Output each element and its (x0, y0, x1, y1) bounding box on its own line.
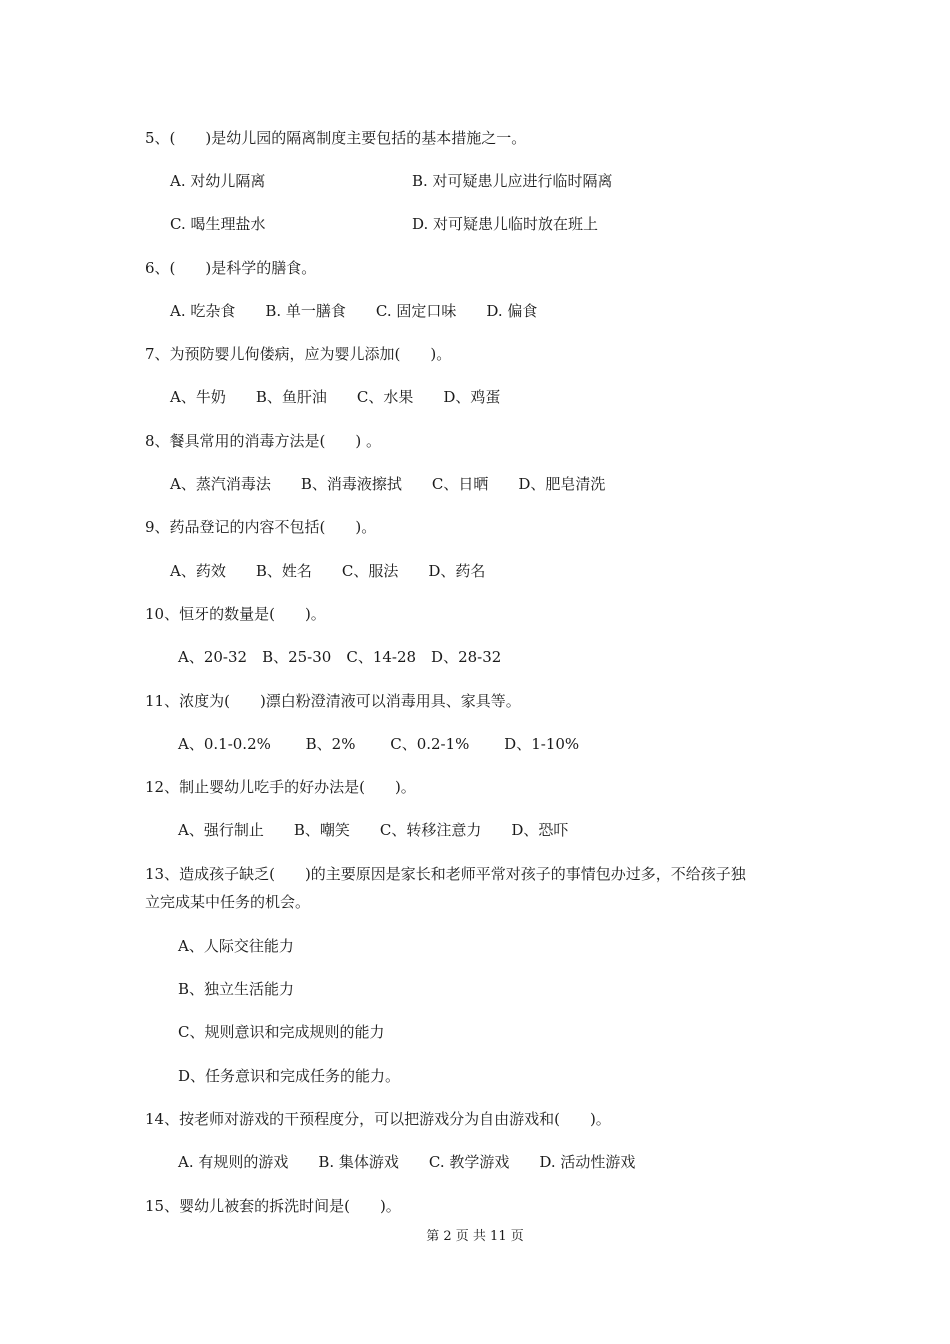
question-6-options: A. 吃杂食 B. 单一膳食 C. 固定口味 D. 偏食 (170, 302, 538, 320)
question-7-options: A、牛奶 B、鱼肝油 C、水果 D、鸡蛋 (170, 388, 501, 406)
question-10-stem: 10、恒牙的数量是( )。 (145, 605, 326, 623)
question-5-option-a: A. 对幼儿隔离 (170, 172, 266, 190)
question-7-stem: 7、为预防婴儿佝偻病，应为婴儿添加( )。 (145, 345, 452, 363)
question-5-option-d: D. 对可疑患儿临时放在班上 (412, 215, 599, 233)
question-10-options: A、20-32 B、25-30 C、14-28 D、28-32 (178, 648, 502, 666)
question-9-stem: 9、药品登记的内容不包括( )。 (145, 518, 377, 536)
question-13-option-a: A、人际交往能力 (178, 937, 294, 955)
question-11-options: A、0.1-0.2% B、2% C、0.2-1% D、1-10% (178, 735, 580, 753)
question-5-option-b: B. 对可疑患儿应进行临时隔离 (412, 172, 613, 190)
page-number-footer: 第 2 页 共 11 页 (426, 1229, 524, 1244)
question-12-options: A、强行制止 B、嘲笑 C、转移注意力 D、恐吓 (178, 821, 569, 839)
question-13-stem-line-2: 立完成某中任务的机会。 (145, 893, 311, 911)
question-13-stem-line-1: 13、造成孩子缺乏( )的主要原因是家长和老师平常对孩子的事情包办过多，不给孩子独 (145, 865, 746, 883)
question-6-stem: 6、( )是科学的膳食。 (145, 259, 317, 277)
question-15-stem: 15、婴幼儿被套的拆洗时间是( )。 (145, 1197, 401, 1215)
question-9-options: A、药效 B、姓名 C、服法 D、药名 (170, 562, 486, 580)
question-11-stem: 11、浓度为( )漂白粉澄清液可以消毒用具、家具等。 (145, 692, 521, 710)
question-13-option-c: C、规则意识和完成规则的能力 (178, 1023, 385, 1041)
question-13-option-b: B、独立生活能力 (178, 980, 295, 998)
question-13-option-d: D、任务意识和完成任务的能力。 (178, 1067, 401, 1085)
question-14-options: A. 有规则的游戏 B. 集体游戏 C. 教学游戏 D. 活动性游戏 (178, 1153, 636, 1171)
question-12-stem: 12、制止婴幼儿吃手的好办法是( )。 (145, 778, 416, 796)
question-8-stem: 8、餐具常用的消毒方法是( ) 。 (145, 432, 382, 450)
question-8-options: A、蒸汽消毒法 B、消毒液擦拭 C、日晒 D、肥皂清洗 (170, 475, 606, 493)
question-5-option-c: C. 喝生理盐水 (170, 215, 266, 233)
question-14-stem: 14、按老师对游戏的干预程度分，可以把游戏分为自由游戏和( )。 (145, 1110, 611, 1128)
question-5-stem: 5、( )是幼儿园的隔离制度主要包括的基本措施之一。 (145, 129, 527, 147)
